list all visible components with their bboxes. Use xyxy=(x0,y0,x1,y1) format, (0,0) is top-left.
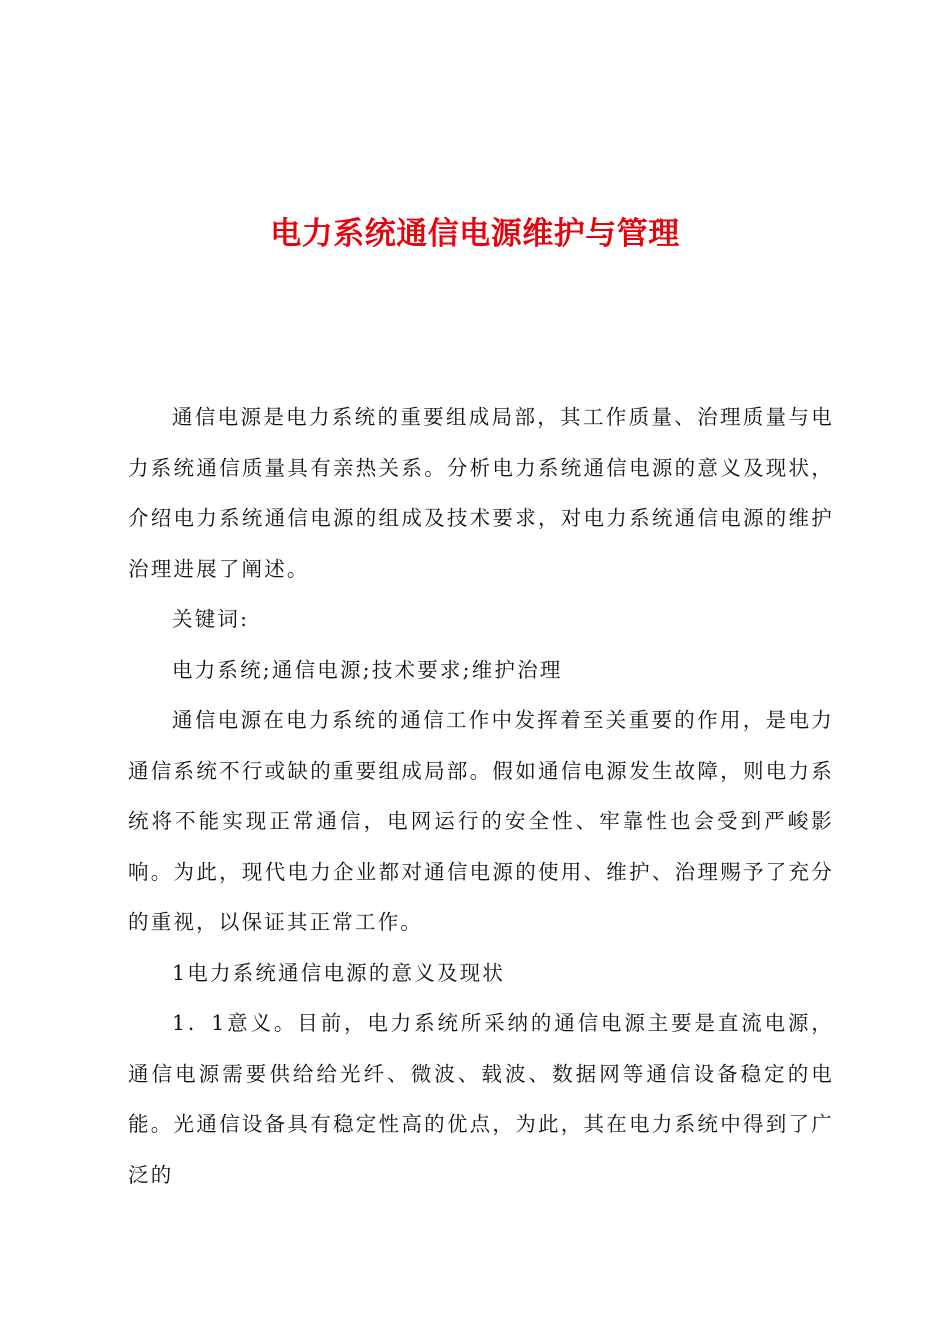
keywords-label: 关键词: xyxy=(172,607,250,631)
subsection-paragraph: 1．1意义。目前，电力系统所采纳的通信电源主要是直流电源，通信电源需要供给给光纤、微波、载波、数据网等通信设备稳定的电能。光通信设备具有稳定性高的优点，为此，其在电力系统中得到了广泛的 xyxy=(128,1011,834,1187)
abstract-paragraph: 通信电源是电力系统的重要组成局部，其工作质量、治理质量与电力系统通信质量具有亲热关系。分析电力系统通信电源的意义及现状，介绍电力系统通信电源的组成及技术要求，对电力系统通信电源的维护治理进展了阐述。 xyxy=(128,405,834,581)
keywords-list: 电力系统;通信电源;技术要求;维护治理 xyxy=(172,657,563,682)
intro-paragraph: 通信电源在电力系统的通信工作中发挥着至关重要的作用，是电力通信系统不行或缺的重要组成局部。假如通信电源发生故障，则电力系统将不能实现正常通信，电网运行的安全性、牢靠性也会受到严峻影响。为此，现代电力企业都对通信电源的使用、维护、治理赐予了充分的重视，以保证其正常工作。 xyxy=(128,708,834,934)
section-heading: 1电力系统通信电源的意义及现状 xyxy=(172,960,506,985)
document-body xyxy=(128,392,834,1200)
document-title: 电力系统通信电源维护与管理 xyxy=(270,216,680,252)
